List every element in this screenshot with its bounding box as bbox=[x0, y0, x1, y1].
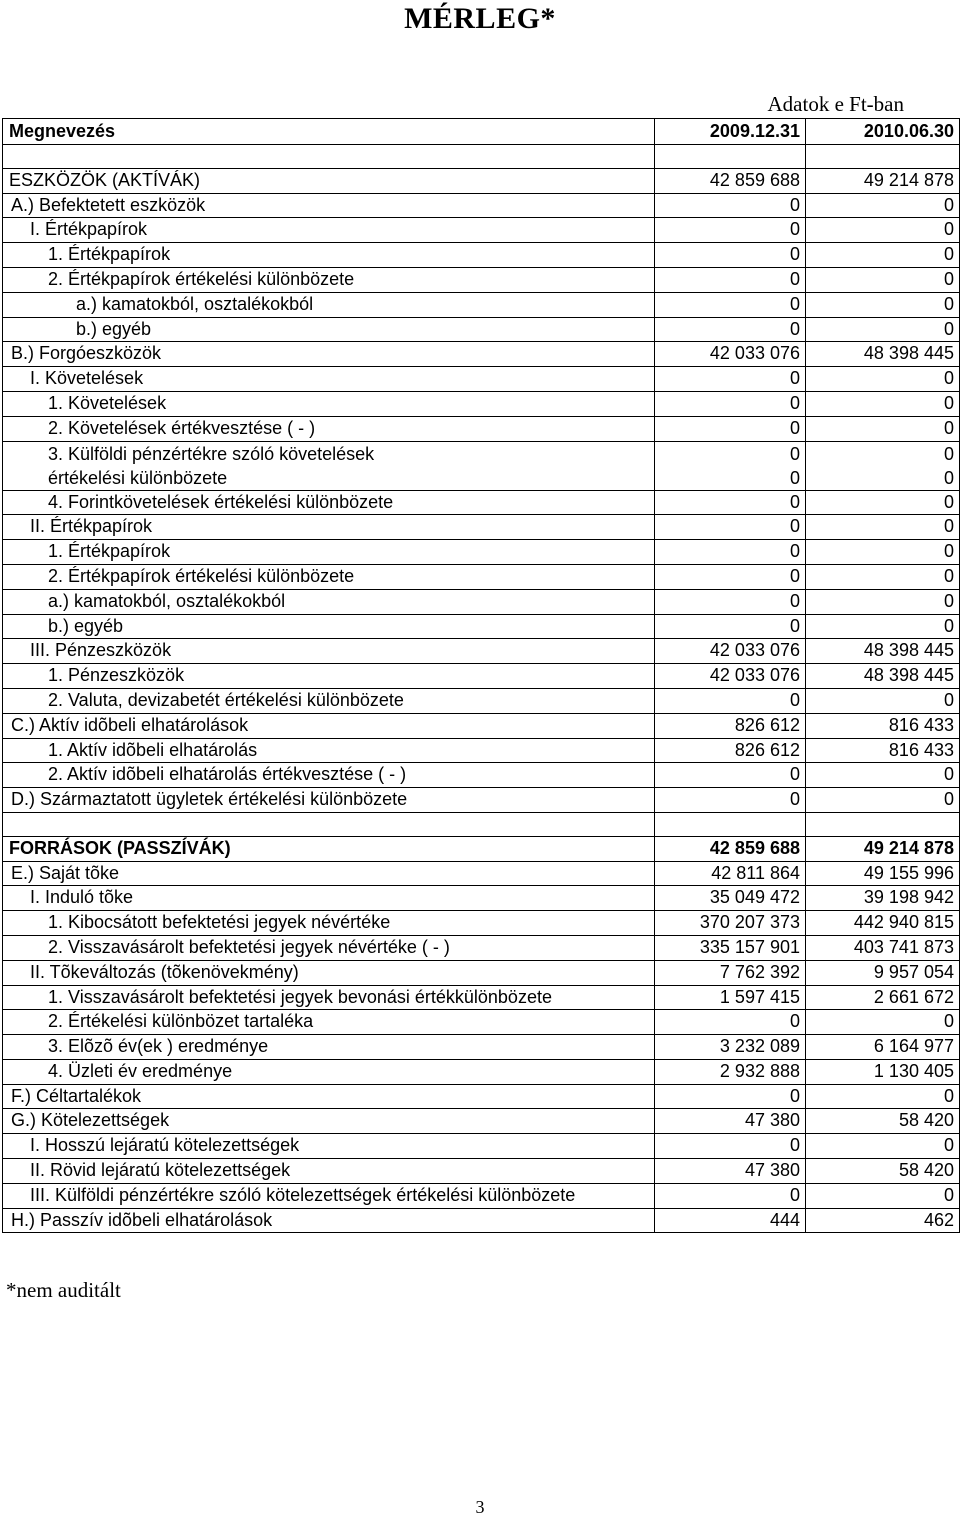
row-value-2: 58 420 bbox=[806, 1159, 960, 1184]
row-label: II. Értékpapírok bbox=[3, 515, 655, 540]
table-row bbox=[3, 688, 960, 713]
table-row bbox=[3, 292, 960, 317]
row-label: E.) Saját tõke bbox=[3, 861, 655, 886]
row-value-1: 42 033 076 bbox=[655, 664, 806, 689]
row-value-2: 0 bbox=[806, 614, 960, 639]
row-label: 2. Értékelési különbözet tartaléka bbox=[3, 1010, 655, 1035]
row-value-2: 0 bbox=[806, 267, 960, 292]
row-value-1: 0 bbox=[655, 367, 806, 392]
row-value-2: 442 940 815 bbox=[806, 911, 960, 936]
table-row bbox=[3, 490, 960, 515]
row-value-1: 0 bbox=[655, 564, 806, 589]
row-value-1: 0 bbox=[655, 540, 806, 565]
table-row bbox=[3, 391, 960, 416]
row-value-1: 0 bbox=[655, 589, 806, 614]
table-row bbox=[3, 960, 960, 985]
row-value-2: 0 bbox=[806, 1084, 960, 1109]
row-value-2: 49 155 996 bbox=[806, 861, 960, 886]
table-row bbox=[3, 168, 960, 193]
unit-note: Adatok e Ft-ban bbox=[767, 92, 904, 116]
row-value-2: 0 bbox=[806, 564, 960, 589]
row-value-2-cont: 0 bbox=[943, 467, 954, 488]
row-value-1: 0 bbox=[655, 1183, 806, 1208]
row-value-2: 48 398 445 bbox=[806, 342, 960, 367]
row-label: C.) Aktív idõbeli elhatárolások bbox=[3, 713, 655, 738]
row-value-2: 0 bbox=[806, 1010, 960, 1035]
row-value-1: 370 207 373 bbox=[655, 911, 806, 936]
row-value-1: 0 bbox=[655, 763, 806, 788]
row-value-2: 0 bbox=[806, 540, 960, 565]
row-value-1: 0 bbox=[655, 193, 806, 218]
row-label: III. Külföldi pénzértékre szóló kötelezettségek értékelési különbözete bbox=[3, 1183, 655, 1208]
row-value-1: 826 612 bbox=[655, 738, 806, 763]
table-row bbox=[3, 763, 960, 788]
row-value-2: 0 bbox=[806, 218, 960, 243]
row-label: 1. Követelések bbox=[3, 391, 655, 416]
row-value-1: 0 bbox=[655, 218, 806, 243]
row-label: 2. Követelések értékvesztése ( - ) bbox=[3, 416, 655, 441]
row-value-2: 0 bbox=[806, 589, 960, 614]
row-value-1: 0 bbox=[655, 391, 806, 416]
table-header-row bbox=[3, 119, 960, 145]
row-value-2: 0 bbox=[806, 367, 960, 392]
row-value-2: 0 bbox=[806, 788, 960, 813]
row-value-1: 0 bbox=[655, 688, 806, 713]
row-value-1: 42 859 688 bbox=[655, 168, 806, 193]
row-label: ESZKÖZÖK (AKTÍVÁK) bbox=[3, 168, 655, 193]
table-row bbox=[3, 886, 960, 911]
row-value-2: 39 198 942 bbox=[806, 886, 960, 911]
table-row bbox=[3, 540, 960, 565]
row-label: b.) egyéb bbox=[3, 614, 655, 639]
table-row bbox=[3, 342, 960, 367]
row-value-1: 0 bbox=[655, 515, 806, 540]
row-label: 1. Értékpapírok bbox=[3, 243, 655, 268]
table-row bbox=[3, 416, 960, 441]
row-label: 1. Visszavásárolt befektetési jegyek bevonási értékkülönbözete bbox=[3, 985, 655, 1010]
table-row bbox=[3, 1134, 960, 1159]
page-title: MÉRLEG* bbox=[404, 2, 556, 35]
row-label: 1. Kibocsátott befektetési jegyek névértéke bbox=[3, 911, 655, 936]
row-value-stack-1 bbox=[655, 441, 806, 490]
table-row bbox=[3, 1109, 960, 1134]
row-label: 2. Valuta, devizabetét értékelési különbözete bbox=[3, 688, 655, 713]
row-value-2: 58 420 bbox=[806, 1109, 960, 1134]
header-label: Megnevezés bbox=[3, 119, 655, 145]
footnote: *nem auditált bbox=[6, 1278, 121, 1302]
row-label: I. Hosszú lejáratú kötelezettségek bbox=[3, 1134, 655, 1159]
row-value-2: 0 bbox=[806, 1183, 960, 1208]
row-label: 1. Aktív idõbeli elhatárolás bbox=[3, 738, 655, 763]
row-value-1: 42 811 864 bbox=[655, 861, 806, 886]
row-value-2: 816 433 bbox=[806, 738, 960, 763]
table-row bbox=[3, 1208, 960, 1233]
table-row bbox=[3, 1159, 960, 1184]
row-value-2: 0 bbox=[943, 443, 954, 464]
row-value-2: 48 398 445 bbox=[806, 664, 960, 689]
row-label: I. Induló tõke bbox=[3, 886, 655, 911]
table-row bbox=[3, 788, 960, 813]
row-value-1: 47 380 bbox=[655, 1159, 806, 1184]
row-value-1: 444 bbox=[655, 1208, 806, 1233]
header-date-2: 2010.06.30 bbox=[806, 119, 960, 145]
table-row bbox=[3, 1010, 960, 1035]
row-value-1: 3 232 089 bbox=[655, 1035, 806, 1060]
table-row bbox=[3, 836, 960, 861]
header-date-1: 2009.12.31 bbox=[655, 119, 806, 145]
row-label bbox=[3, 812, 655, 836]
row-value-2: 0 bbox=[806, 688, 960, 713]
table-row bbox=[3, 515, 960, 540]
table-row bbox=[3, 267, 960, 292]
row-value-1: 42 033 076 bbox=[655, 639, 806, 664]
row-value-1: 2 932 888 bbox=[655, 1059, 806, 1084]
table-row bbox=[3, 1059, 960, 1084]
row-value-2: 1 130 405 bbox=[806, 1059, 960, 1084]
table-row bbox=[3, 218, 960, 243]
row-value-2: 0 bbox=[806, 763, 960, 788]
row-label: 1. Értékpapírok bbox=[3, 540, 655, 565]
row-label: B.) Forgóeszközök bbox=[3, 342, 655, 367]
row-label: a.) kamatokból, osztalékokból bbox=[3, 292, 655, 317]
row-value-1: 0 bbox=[655, 416, 806, 441]
row-value-1: 0 bbox=[655, 490, 806, 515]
table-row bbox=[3, 1183, 960, 1208]
row-value-1: 0 bbox=[655, 788, 806, 813]
row-value-stack-2 bbox=[806, 441, 960, 490]
row-label: 3. Külföldi pénzértékre szóló követelések értékelési különbözete bbox=[3, 441, 655, 490]
table-row bbox=[3, 861, 960, 886]
row-value-1: 0 bbox=[655, 292, 806, 317]
table-row bbox=[3, 614, 960, 639]
row-value-2: 0 bbox=[806, 515, 960, 540]
row-label: III. Pénzeszközök bbox=[3, 639, 655, 664]
row-label: G.) Kötelezettségek bbox=[3, 1109, 655, 1134]
row-value-2: 0 bbox=[806, 292, 960, 317]
table-row bbox=[3, 564, 960, 589]
row-value-1: 35 049 472 bbox=[655, 886, 806, 911]
row-label: a.) kamatokból, osztalékokból bbox=[3, 589, 655, 614]
row-value-1: 0 bbox=[655, 243, 806, 268]
row-label: 2. Aktív idõbeli elhatárolás értékvesztése ( - ) bbox=[3, 763, 655, 788]
table-row bbox=[3, 639, 960, 664]
row-label: FORRÁSOK (PASSZÍVÁK) bbox=[3, 836, 655, 861]
row-value-2: 0 bbox=[806, 391, 960, 416]
row-value-1: 0 bbox=[655, 1134, 806, 1159]
row-label: F.) Céltartalékok bbox=[3, 1084, 655, 1109]
row-value-2: 0 bbox=[806, 317, 960, 342]
table-row bbox=[3, 664, 960, 689]
row-value-2 bbox=[806, 812, 960, 836]
row-label: 3. Elõzõ év(ek ) eredménye bbox=[3, 1035, 655, 1060]
row-label: I. Értékpapírok bbox=[3, 218, 655, 243]
row-value-1: 0 bbox=[789, 443, 800, 464]
row-label: 2. Értékpapírok értékelési különbözete bbox=[3, 564, 655, 589]
row-value-1: 0 bbox=[655, 1084, 806, 1109]
row-value-2: 0 bbox=[806, 243, 960, 268]
row-value-1 bbox=[655, 812, 806, 836]
table-row bbox=[3, 317, 960, 342]
page-number: 3 bbox=[475, 1497, 485, 1517]
row-value-1: 0 bbox=[655, 1010, 806, 1035]
row-label: 4. Üzleti év eredménye bbox=[3, 1059, 655, 1084]
row-label: II. Rövid lejáratú kötelezettségek bbox=[3, 1159, 655, 1184]
row-value-1: 826 612 bbox=[655, 713, 806, 738]
balance-sheet-table bbox=[2, 118, 960, 1233]
row-value-1: 335 157 901 bbox=[655, 935, 806, 960]
table-row bbox=[3, 911, 960, 936]
row-label: A.) Befektetett eszközök bbox=[3, 193, 655, 218]
table-row bbox=[3, 1035, 960, 1060]
row-value-2: 49 214 878 bbox=[806, 168, 960, 193]
row-value-2: 0 bbox=[806, 490, 960, 515]
row-value-1: 0 bbox=[655, 317, 806, 342]
row-value-2: 0 bbox=[806, 1134, 960, 1159]
row-value-1: 42 033 076 bbox=[655, 342, 806, 367]
row-label bbox=[3, 145, 655, 169]
table-row bbox=[3, 1084, 960, 1109]
row-value-2: 49 214 878 bbox=[806, 836, 960, 861]
table-row bbox=[3, 367, 960, 392]
row-value-2: 6 164 977 bbox=[806, 1035, 960, 1060]
table-row bbox=[3, 935, 960, 960]
table-row bbox=[3, 713, 960, 738]
row-value-1: 42 859 688 bbox=[655, 836, 806, 861]
row-label: 1. Pénzeszközök bbox=[3, 664, 655, 689]
row-value-2: 2 661 672 bbox=[806, 985, 960, 1010]
row-value-2: 9 957 054 bbox=[806, 960, 960, 985]
table-row bbox=[3, 441, 960, 490]
row-value-2: 403 741 873 bbox=[806, 935, 960, 960]
spacer-row bbox=[3, 145, 960, 169]
spacer-row bbox=[3, 812, 960, 836]
row-value-1: 1 597 415 bbox=[655, 985, 806, 1010]
row-value-2 bbox=[806, 145, 960, 169]
table-row bbox=[3, 193, 960, 218]
row-value-1: 47 380 bbox=[655, 1109, 806, 1134]
row-label: b.) egyéb bbox=[3, 317, 655, 342]
table-row bbox=[3, 589, 960, 614]
row-value-1: 0 bbox=[655, 614, 806, 639]
row-value-1-cont: 0 bbox=[789, 467, 800, 488]
row-value-1 bbox=[655, 145, 806, 169]
row-value-1: 7 762 392 bbox=[655, 960, 806, 985]
row-value-2: 816 433 bbox=[806, 713, 960, 738]
row-value-2: 0 bbox=[806, 416, 960, 441]
row-label: H.) Passzív idõbeli elhatárolások bbox=[3, 1208, 655, 1233]
row-label: 4. Forintkövetelések értékelési különbözete bbox=[3, 490, 655, 515]
row-label: II. Tõkeváltozás (tõkenövekmény) bbox=[3, 960, 655, 985]
row-label: 2. Visszavásárolt befektetési jegyek névértéke ( - ) bbox=[3, 935, 655, 960]
row-value-2: 0 bbox=[806, 193, 960, 218]
table-row bbox=[3, 985, 960, 1010]
row-value-2: 462 bbox=[806, 1208, 960, 1233]
row-value-2: 48 398 445 bbox=[806, 639, 960, 664]
table-row bbox=[3, 738, 960, 763]
row-label: D.) Származtatott ügyletek értékelési különbözete bbox=[3, 788, 655, 813]
table-row bbox=[3, 243, 960, 268]
row-value-1: 0 bbox=[655, 267, 806, 292]
row-label: 2. Értékpapírok értékelési különbözete bbox=[3, 267, 655, 292]
row-label: I. Követelések bbox=[3, 367, 655, 392]
